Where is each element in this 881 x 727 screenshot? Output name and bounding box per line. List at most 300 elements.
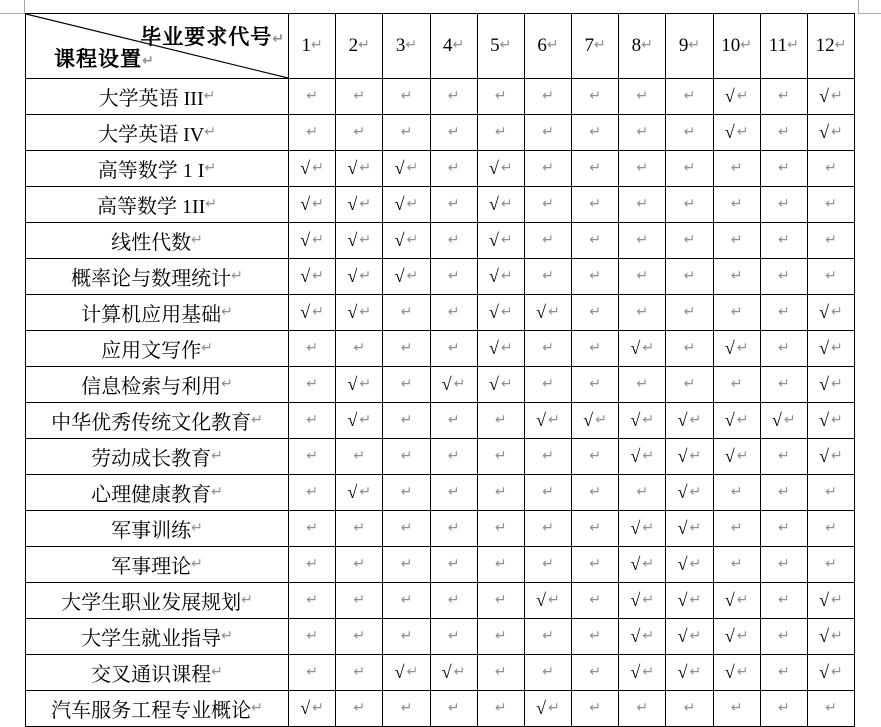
matrix-cell-r11-c11[interactable] [760,439,807,474]
matrix-cell-r9-c2[interactable] [335,367,382,402]
matrix-cell-r1-c3[interactable] [382,79,429,114]
matrix-cell-r4-c9[interactable] [665,187,712,222]
matrix-cell-r14-c2[interactable] [335,547,382,582]
matrix-cell-r5-c4[interactable] [430,223,477,258]
matrix-cell-r16-c3[interactable] [382,619,429,654]
matrix-cell-r7-c12[interactable] [807,295,854,330]
matrix-cell-r18-c6[interactable] [524,691,571,726]
paragraph-mark: ↵ [642,411,655,428]
matrix-cell-r6-c2[interactable] [335,259,382,294]
matrix-cell-r2-c3[interactable] [382,115,429,150]
matrix-cell-r14-c11[interactable] [760,547,807,582]
column-header-11[interactable] [760,14,807,78]
paragraph-mark: ↵ [306,123,318,140]
matrix-cell-r18-c2[interactable] [335,691,382,726]
matrix-cell-r14-c12[interactable] [807,547,854,582]
matrix-cell-r5-c6[interactable] [524,223,571,258]
matrix-cell-r11-c7[interactable] [571,439,618,474]
matrix-cell-r11-c9[interactable] [665,439,712,474]
matrix-cell-r5-c7[interactable] [571,223,618,258]
course-name-cell[interactable] [26,547,288,582]
matrix-cell-r17-c3[interactable] [382,655,429,690]
matrix-cell-r18-c10[interactable] [713,691,760,726]
matrix-cell-r12-c4[interactable] [430,475,477,510]
matrix-cell-r15-c3[interactable] [382,583,429,618]
matrix-cell-r9-c4[interactable] [430,367,477,402]
paragraph-mark: ↵ [683,267,696,284]
matrix-cell-r16-c4[interactable] [430,619,477,654]
matrix-cell-r11-c3[interactable] [382,439,429,474]
matrix-cell-r8-c11[interactable] [760,331,807,366]
course-name-cell[interactable] [26,79,288,114]
matrix-cell-r8-c1[interactable] [288,331,335,366]
matrix-cell-r17-c1[interactable] [288,655,335,690]
course-name-cell[interactable] [26,295,288,330]
course-name: 应用文写作 [101,340,202,362]
matrix-cell-r10-c9[interactable] [665,403,712,438]
course-name-cell[interactable] [26,583,288,618]
checkmark: √ [819,374,830,394]
matrix-cell-r7-c11[interactable] [760,295,807,330]
paragraph-mark: ↵ [589,375,601,392]
matrix-cell-r15-c12[interactable] [807,583,854,618]
course-name-cell[interactable] [26,151,288,186]
matrix-cell-r12-c10[interactable] [713,475,760,510]
matrix-cell-r11-c10[interactable] [713,439,760,474]
matrix-cell-r14-c1[interactable] [288,547,335,582]
course-name-cell[interactable] [26,511,288,546]
matrix-cell-r18-c8[interactable] [618,691,665,726]
course-name-cell[interactable] [26,331,288,366]
paragraph-mark: ↵ [500,195,513,212]
matrix-cell-r12-c6[interactable] [524,475,571,510]
course-name-cell[interactable] [26,187,288,222]
matrix-cell-r12-c3[interactable] [382,475,429,510]
paragraph-mark: ↵ [400,303,413,320]
matrix-cell-r16-c5[interactable] [477,619,524,654]
matrix-cell-r10-c11[interactable] [760,403,807,438]
matrix-cell-r12-c2[interactable] [335,475,382,510]
course-name-cell[interactable] [26,259,288,294]
matrix-cell-r17-c8[interactable] [618,655,665,690]
paragraph-mark: ↵ [353,447,366,464]
paragraph-mark: ↵ [500,267,513,284]
matrix-cell-r14-c9[interactable] [665,547,712,582]
paragraph-mark: ↵ [740,37,752,53]
course-name-cell[interactable] [26,403,288,438]
paragraph-mark: ↵ [777,555,790,572]
paragraph-mark: ↵ [589,123,601,140]
course-name-cell[interactable] [26,367,288,402]
matrix-cell-r9-c7[interactable] [571,367,618,402]
matrix-cell-r8-c6[interactable] [524,331,571,366]
matrix-cell-r11-c5[interactable] [477,439,524,474]
matrix-cell-r7-c9[interactable] [665,295,712,330]
matrix-cell-r4-c1[interactable] [288,187,335,222]
matrix-cell-r9-c5[interactable] [477,367,524,402]
matrix-cell-r3-c5[interactable] [477,151,524,186]
course-name-cell[interactable] [26,655,288,690]
matrix-cell-r1-c7[interactable] [571,79,618,114]
matrix-cell-r6-c3[interactable] [382,259,429,294]
matrix-cell-r10-c10[interactable] [713,403,760,438]
matrix-cell-r3-c8[interactable] [618,151,665,186]
course-name: 军事理论 [111,556,192,578]
matrix-cell-r3-c12[interactable] [807,151,854,186]
table-row-10 [26,402,854,438]
matrix-cell-r15-c5[interactable] [477,583,524,618]
matrix-cell-r2-c7[interactable] [571,115,618,150]
matrix-cell-r8-c3[interactable] [382,331,429,366]
matrix-cell-r15-c11[interactable] [760,583,807,618]
matrix-cell-r13-c8[interactable] [618,511,665,546]
diagonal-corner-cell[interactable] [26,14,288,78]
matrix-cell-r13-c7[interactable] [571,511,618,546]
matrix-cell-r18-c9[interactable] [665,691,712,726]
matrix-cell-r1-c5[interactable] [477,79,524,114]
matrix-cell-r6-c12[interactable] [807,259,854,294]
paragraph-mark: ↵ [353,339,366,356]
matrix-cell-r8-c9[interactable] [665,331,712,366]
matrix-cell-r4-c11[interactable] [760,187,807,222]
matrix-cell-r9-c1[interactable] [288,367,335,402]
paragraph-mark: ↵ [494,555,507,572]
matrix-cell-r7-c3[interactable] [382,295,429,330]
matrix-cell-r10-c4[interactable] [430,403,477,438]
matrix-cell-r17-c2[interactable] [335,655,382,690]
checkmark: √ [819,302,830,322]
matrix-cell-r9-c12[interactable] [807,367,854,402]
matrix-cell-r11-c4[interactable] [430,439,477,474]
matrix-cell-r18-c5[interactable] [477,691,524,726]
matrix-cell-r9-c11[interactable] [760,367,807,402]
matrix-cell-r15-c10[interactable] [713,583,760,618]
matrix-cell-r1-c9[interactable] [665,79,712,114]
matrix-cell-r13-c6[interactable] [524,511,571,546]
matrix-cell-r14-c4[interactable] [430,547,477,582]
matrix-cell-r5-c10[interactable] [713,223,760,258]
matrix-cell-r7-c4[interactable] [430,295,477,330]
matrix-cell-r4-c4[interactable] [430,187,477,222]
column-header-6[interactable] [524,14,571,78]
table-row-12 [26,474,854,510]
matrix-cell-r18-c3[interactable] [382,691,429,726]
matrix-cell-r16-c9[interactable] [665,619,712,654]
matrix-cell-r17-c5[interactable] [477,655,524,690]
matrix-cell-r2-c4[interactable] [430,115,477,150]
matrix-cell-r3-c10[interactable] [713,151,760,186]
matrix-cell-r9-c3[interactable] [382,367,429,402]
matrix-cell-r1-c11[interactable] [760,79,807,114]
matrix-cell-r2-c8[interactable] [618,115,665,150]
matrix-cell-r17-c10[interactable] [713,655,760,690]
paragraph-mark: ↵ [312,699,324,716]
matrix-cell-r13-c3[interactable] [382,511,429,546]
column-header-12[interactable] [807,14,854,78]
matrix-cell-r5-c8[interactable] [618,223,665,258]
matrix-cell-r13-c11[interactable] [760,511,807,546]
matrix-cell-r15-c9[interactable] [665,583,712,618]
paragraph-mark: ↵ [353,663,366,680]
column-header-9[interactable] [665,14,712,78]
course-name-cell[interactable] [26,619,288,654]
matrix-cell-r9-c9[interactable] [665,367,712,402]
matrix-cell-r6-c9[interactable] [665,259,712,294]
matrix-cell-r1-c2[interactable] [335,79,382,114]
matrix-cell-r10-c1[interactable] [288,403,335,438]
matrix-cell-r3-c4[interactable] [430,151,477,186]
paragraph-mark: ↵ [546,37,559,53]
column-header-1[interactable] [288,14,335,78]
matrix-cell-r3-c2[interactable] [335,151,382,186]
paragraph-mark: ↵ [730,375,743,392]
matrix-cell-r8-c12[interactable] [807,331,854,366]
matrix-cell-r17-c12[interactable] [807,655,854,690]
matrix-cell-r10-c12[interactable] [807,403,854,438]
course-name-cell[interactable] [26,475,288,510]
matrix-cell-r4-c12[interactable] [807,187,854,222]
paragraph-mark: ↵ [542,123,554,140]
matrix-cell-r7-c7[interactable] [571,295,618,330]
paragraph-mark: ↵ [353,555,366,572]
matrix-cell-r9-c6[interactable] [524,367,571,402]
matrix-cell-r17-c4[interactable] [430,655,477,690]
matrix-cell-r7-c2[interactable] [335,295,382,330]
matrix-cell-r2-c10[interactable] [713,115,760,150]
table-row-9 [26,366,854,402]
matrix-cell-r8-c7[interactable] [571,331,618,366]
matrix-cell-r7-c6[interactable] [524,295,571,330]
matrix-cell-r16-c6[interactable] [524,619,571,654]
matrix-cell-r6-c10[interactable] [713,259,760,294]
course-name-cell[interactable] [26,223,288,258]
matrix-cell-r2-c6[interactable] [524,115,571,150]
checkmark: √ [724,662,735,682]
course-name-cell[interactable] [26,691,288,726]
matrix-cell-r3-c1[interactable] [288,151,335,186]
matrix-cell-r2-c12[interactable] [807,115,854,150]
matrix-cell-r3-c9[interactable] [665,151,712,186]
matrix-cell-r10-c6[interactable] [524,403,571,438]
matrix-cell-r16-c10[interactable] [713,619,760,654]
matrix-cell-r6-c8[interactable] [618,259,665,294]
matrix-cell-r18-c11[interactable] [760,691,807,726]
matrix-cell-r9-c10[interactable] [713,367,760,402]
matrix-cell-r2-c1[interactable] [288,115,335,150]
matrix-cell-r5-c12[interactable] [807,223,854,258]
matrix-cell-r8-c10[interactable] [713,331,760,366]
matrix-cell-r12-c8[interactable] [618,475,665,510]
matrix-cell-r13-c5[interactable] [477,511,524,546]
matrix-cell-r11-c1[interactable] [288,439,335,474]
matrix-cell-r12-c11[interactable] [760,475,807,510]
matrix-cell-r5-c5[interactable] [477,223,524,258]
matrix-cell-r8-c2[interactable] [335,331,382,366]
matrix-cell-r14-c10[interactable] [713,547,760,582]
matrix-cell-r5-c2[interactable] [335,223,382,258]
matrix-cell-r3-c3[interactable] [382,151,429,186]
matrix-cell-r16-c1[interactable] [288,619,335,654]
checkmark: √ [347,482,358,502]
matrix-cell-r16-c12[interactable] [807,619,854,654]
matrix-cell-r2-c5[interactable] [477,115,524,150]
course-name-cell[interactable] [26,439,288,474]
matrix-cell-r10-c2[interactable] [335,403,382,438]
matrix-cell-r4-c7[interactable] [571,187,618,222]
matrix-cell-r14-c8[interactable] [618,547,665,582]
matrix-cell-r18-c1[interactable] [288,691,335,726]
matrix-cell-r6-c7[interactable] [571,259,618,294]
matrix-cell-r18-c7[interactable] [571,691,618,726]
matrix-cell-r11-c2[interactable] [335,439,382,474]
matrix-cell-r18-c12[interactable] [807,691,854,726]
matrix-cell-r16-c2[interactable] [335,619,382,654]
checkmark: √ [630,626,641,646]
matrix-cell-r15-c6[interactable] [524,583,571,618]
matrix-cell-r12-c7[interactable] [571,475,618,510]
column-header-10[interactable] [713,14,760,78]
matrix-cell-r13-c1[interactable] [288,511,335,546]
matrix-cell-r15-c4[interactable] [430,583,477,618]
matrix-cell-r7-c10[interactable] [713,295,760,330]
matrix-cell-r10-c3[interactable] [382,403,429,438]
matrix-cell-r13-c2[interactable] [335,511,382,546]
matrix-cell-r6-c1[interactable] [288,259,335,294]
matrix-cell-r5-c9[interactable] [665,223,712,258]
checkmark: √ [724,626,735,646]
paragraph-mark: ↵ [831,663,843,680]
matrix-cell-r4-c8[interactable] [618,187,665,222]
paragraph-mark: ↵ [494,483,507,500]
column-header-3[interactable] [382,14,429,78]
matrix-cell-r5-c3[interactable] [382,223,429,258]
paragraph-mark: ↵ [683,159,696,176]
course-name: 大学生就业指导 [81,628,222,650]
checkmark: √ [724,338,735,358]
matrix-cell-r13-c12[interactable] [807,511,854,546]
matrix-cell-r14-c6[interactable] [524,547,571,582]
matrix-cell-r4-c3[interactable] [382,187,429,222]
paragraph-mark: ↵ [400,123,413,140]
matrix-cell-r15-c8[interactable] [618,583,665,618]
matrix-cell-r6-c4[interactable] [430,259,477,294]
matrix-cell-r4-c5[interactable] [477,187,524,222]
matrix-cell-r8-c8[interactable] [618,331,665,366]
paragraph-mark: ↵ [447,159,460,176]
matrix-cell-r1-c1[interactable] [288,79,335,114]
paragraph-mark: ↵ [500,303,513,320]
matrix-cell-r12-c9[interactable] [665,475,712,510]
matrix-cell-r7-c1[interactable] [288,295,335,330]
matrix-cell-r12-c1[interactable] [288,475,335,510]
matrix-cell-r16-c11[interactable] [760,619,807,654]
matrix-cell-r9-c8[interactable] [618,367,665,402]
matrix-cell-r4-c10[interactable] [713,187,760,222]
course-name-cell[interactable] [26,115,288,150]
matrix-cell-r3-c11[interactable] [760,151,807,186]
matrix-cell-r3-c6[interactable] [524,151,571,186]
matrix-cell-r3-c7[interactable] [571,151,618,186]
matrix-cell-r4-c2[interactable] [335,187,382,222]
matrix-cell-r17-c7[interactable] [571,655,618,690]
matrix-cell-r17-c6[interactable] [524,655,571,690]
matrix-cell-r1-c8[interactable] [618,79,665,114]
matrix-cell-r7-c5[interactable] [477,295,524,330]
matrix-cell-r1-c12[interactable] [807,79,854,114]
matrix-cell-r17-c11[interactable] [760,655,807,690]
matrix-cell-r14-c3[interactable] [382,547,429,582]
paragraph-mark: ↵ [589,591,601,608]
column-header-2[interactable] [335,14,382,78]
matrix-cell-r12-c12[interactable] [807,475,854,510]
paragraph-mark: ↵ [542,627,554,644]
matrix-cell-r12-c5[interactable] [477,475,524,510]
matrix-cell-r16-c7[interactable] [571,619,618,654]
column-header-5[interactable] [477,14,524,78]
checkmark: √ [819,122,830,142]
matrix-cell-r15-c1[interactable] [288,583,335,618]
matrix-cell-r13-c9[interactable] [665,511,712,546]
paragraph-mark: ↵ [221,303,233,320]
matrix-cell-r10-c7[interactable] [571,403,618,438]
matrix-cell-r11-c6[interactable] [524,439,571,474]
paragraph-mark: ↵ [777,231,790,248]
matrix-cell-r8-c4[interactable] [430,331,477,366]
matrix-cell-r13-c10[interactable] [713,511,760,546]
paragraph-mark: ↵ [312,231,324,248]
matrix-cell-r1-c4[interactable] [430,79,477,114]
matrix-cell-r1-c6[interactable] [524,79,571,114]
matrix-cell-r17-c9[interactable] [665,655,712,690]
matrix-cell-r4-c6[interactable] [524,187,571,222]
matrix-cell-r11-c8[interactable] [618,439,665,474]
checkmark: √ [819,410,830,430]
matrix-cell-r18-c4[interactable] [430,691,477,726]
matrix-cell-r15-c2[interactable] [335,583,382,618]
matrix-cell-r10-c8[interactable] [618,403,665,438]
matrix-cell-r6-c5[interactable] [477,259,524,294]
paragraph-mark: ↵ [353,123,366,140]
matrix-cell-r1-c10[interactable] [713,79,760,114]
matrix-cell-r10-c5[interactable] [477,403,524,438]
matrix-cell-r7-c8[interactable] [618,295,665,330]
paragraph-mark: ↵ [306,555,318,572]
column-header-number: 1 [301,35,311,56]
matrix-cell-r5-c11[interactable] [760,223,807,258]
matrix-cell-r16-c8[interactable] [618,619,665,654]
column-header-4[interactable] [430,14,477,78]
matrix-cell-r14-c5[interactable] [477,547,524,582]
paragraph-mark: ↵ [499,37,512,53]
matrix-cell-r11-c12[interactable] [807,439,854,474]
checkmark: √ [583,410,594,430]
column-header-8[interactable] [618,14,665,78]
matrix-cell-r5-c1[interactable] [288,223,335,258]
matrix-cell-r15-c7[interactable] [571,583,618,618]
matrix-cell-r13-c4[interactable] [430,511,477,546]
checkmark: √ [394,266,405,286]
matrix-cell-r14-c7[interactable] [571,547,618,582]
matrix-cell-r6-c6[interactable] [524,259,571,294]
matrix-cell-r2-c2[interactable] [335,115,382,150]
matrix-cell-r2-c9[interactable] [665,115,712,150]
paragraph-mark: ↵ [736,663,749,680]
column-header-7[interactable] [571,14,618,78]
matrix-cell-r6-c11[interactable] [760,259,807,294]
matrix-cell-r2-c11[interactable] [760,115,807,150]
paragraph-mark: ↵ [589,339,601,356]
matrix-cell-r8-c5[interactable] [477,331,524,366]
